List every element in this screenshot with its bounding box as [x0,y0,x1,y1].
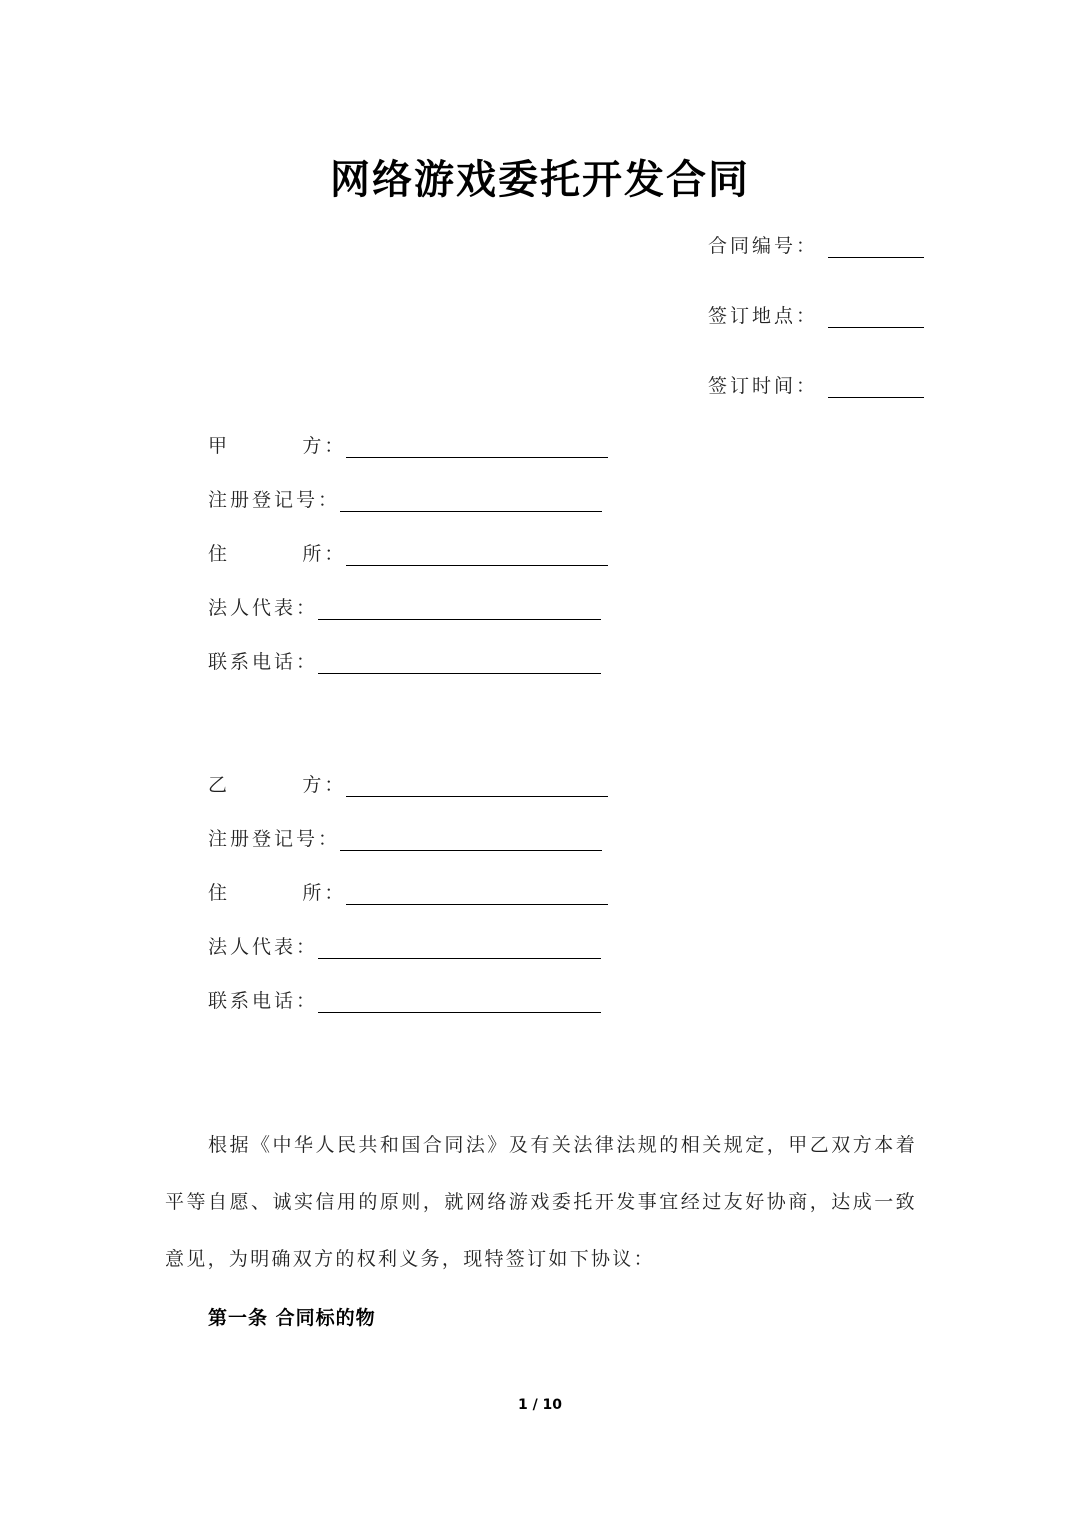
signing-place-blank [828,307,924,328]
party-a-registration-label: 注册登记号： [208,489,341,511]
party-b-phone-label: 联系电话： [208,990,319,1012]
party-a-legal-rep-blank [318,599,601,620]
document-title: 网络游戏委托开发合同 [330,157,750,203]
party-b-address-field [208,875,608,905]
signing-place-field [708,298,924,328]
party-b-registration-label: 注册登记号： [208,828,341,850]
party-a-name-blank [346,437,608,458]
signing-time-field [708,368,924,398]
party-a-registration-field [208,482,602,512]
party-b-name-blank [346,776,608,797]
party-a-phone-field [208,644,601,674]
contract-number-field [708,228,924,258]
signing-time-blank [828,377,924,398]
party-b-registration-field [208,821,602,851]
party-b-phone-blank [318,992,601,1013]
party-a-registration-blank [340,491,602,512]
party-a-name-field [208,428,608,458]
party-a-address-field [208,536,608,566]
party-a-legal-rep-label: 法人代表： [208,597,319,619]
contract-number-label: 合同编号： [708,235,819,257]
party-a-phone-label: 联系电话： [208,651,319,673]
party-b-registration-blank [340,830,602,851]
party-b-phone-field [208,983,601,1013]
section-1-heading: 第一条 合同标的物 [208,1307,376,1329]
party-a-name-label: 甲 方： [208,435,347,457]
party-a-address-label: 住 所： [208,543,347,565]
party-a-phone-blank [318,653,601,674]
party-b-legal-rep-blank [318,938,601,959]
party-b-legal-rep-field [208,929,601,959]
signing-time-label: 签订时间： [708,375,819,397]
party-b-address-blank [346,884,608,905]
party-a-legal-rep-field [208,590,601,620]
party-b-name-field [208,767,608,797]
signing-place-label: 签订地点： [708,305,819,327]
party-a-address-blank [346,545,608,566]
page-number: 1 / 10 [517,1397,563,1413]
preamble-paragraph: 根据《中华人民共和国合同法》及有关法律法规的相关规定，甲乙双方本着平等自愿、诚实信用的原则，就网络游戏委托开发事宜经过友好协商，达成一致意见，为明确双方的权利义务，现特签订如下协议： [165,1134,917,1270]
party-b-name-label: 乙 方： [208,774,347,796]
party-b-address-label: 住 所： [208,882,347,904]
contract-number-blank [828,237,924,258]
party-b-legal-rep-label: 法人代表： [208,936,319,958]
